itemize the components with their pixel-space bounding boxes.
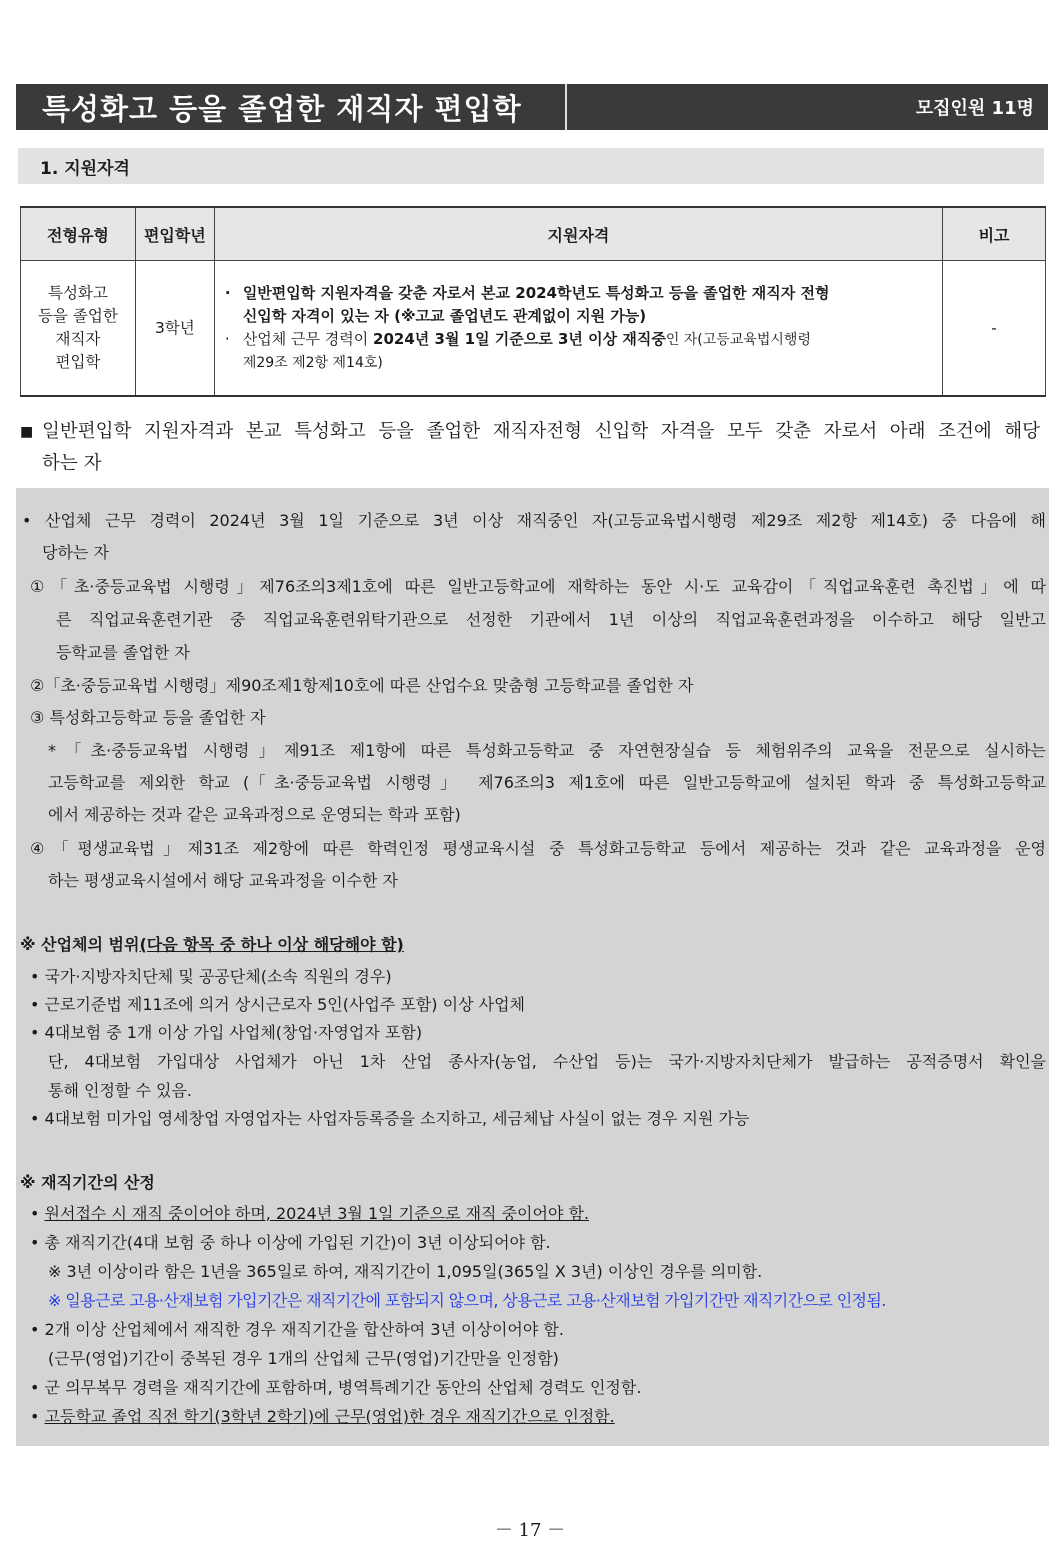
page-number: － 17 － xyxy=(494,1520,566,1541)
industry-scope-item-2: • 근로기준법 제11조에 의거 상시근로자 5인(사업주 포함) 이상 사업체 xyxy=(30,995,526,1014)
col-header-qualification: 지원자격 xyxy=(214,207,942,261)
employment-period-title: ※ 재직기간의 산정 xyxy=(20,1173,155,1192)
condition-3-note-line2: 고등학교를 제외한 학교 (「초·중등교육법 시행령」 제76조의3 제1호에 따른 일반고등학교에 설치된 학과 중 특성화고등학교 xyxy=(48,773,1046,792)
condition-main-line1: • 산업체 근무 경력이 2024년 3월 1일 기준으로 3년 이상 재직중인 자(고등교육법시행령 제29조 제2항 제14호) 중 다음에 해 xyxy=(22,511,1046,530)
cell-type: 특성화고 등을 졸업한 재직자 편입학 xyxy=(21,261,136,397)
col-header-type: 전형유형 xyxy=(21,207,136,261)
period-item-3: • 2개 이상 산업체에서 재직한 경우 재직기간을 합산하여 3년 이상이어야 함. xyxy=(30,1320,564,1339)
page-title: 특성화고 등을 졸업한 재직자 편입학 xyxy=(42,91,522,126)
quota-label: 모집인원 11명 xyxy=(915,98,1034,119)
page-header-bar xyxy=(16,84,1048,130)
period-item-2: • 총 재직기간(4대 보험 중 하나 이상에 가입된 기간)이 3년 이상되어야 함. xyxy=(30,1233,551,1252)
industry-scope-item-1: • 국가·지방자치단체 및 공공단체(소속 직원의 경우) xyxy=(30,967,392,986)
col-header-note: 비고 xyxy=(943,207,1046,261)
condition-3-note-line3: 에서 제공하는 것과 같은 교육과정으로 운영되는 학과 포함) xyxy=(48,805,461,824)
condition-2: ②「초·중등교육법 시행령」제90조제1항제10호에 따른 산업수요 맞춤형 고등학교를 졸업한 자 xyxy=(30,676,694,695)
period-item-5: • 고등학교 졸업 직전 학기(3학년 2학기)에 근무(영업)한 경우 재직기간으로 인정함. xyxy=(30,1407,615,1426)
period-item-4: • 군 의무복무 경력을 재직기간에 포함하며, 병역특례기간 동안의 산업체 경력도 인정함. xyxy=(30,1378,642,1397)
condition-3-note-line1: *「초·중등교육법 시행령」제91조 제1항에 따른 특성화고등학교 중 자연현장실습 등 체험위주의 교육을 전문으로 실시하는 xyxy=(48,741,1046,760)
cell-note: - xyxy=(943,261,1046,397)
intro-paragraph: ■ 일반편입학 지원자격과 본교 특성화고 등을 졸업한 재직자전형 신입학 자격을 모두 갖춘 자로서 아래 조건에 해당 하는 자 xyxy=(20,416,1040,480)
condition-4-line1: ④「평생교육법」제31조 제2항에 따른 학력인정 평생교육시설 중 특성화고등학교 등에서 제공하는 것과 같은 교육과정을 운영 xyxy=(30,839,1046,858)
qualification-item-1: · 일반편입학 지원자격을 갖춘 자로서 본교 2024학년도 특성화고 등을 졸업한 재직자 전형 신입학 자격이 있는 자 (※고교 졸업년도 관계없이 지원 가능) xyxy=(224,283,830,325)
industry-scope-title: ※ 산업체의 범위(다음 항목 중 하나 이상 해당해야 함) xyxy=(20,935,404,954)
period-item-1: • 원서접수 시 재직 중이어야 하며, 2024년 3월 1일 기준으로 재직 중이어야 함. xyxy=(30,1204,590,1223)
table-row xyxy=(21,261,1046,397)
table-header-row xyxy=(21,207,1046,261)
condition-1-line3: 등학교를 졸업한 자 xyxy=(56,643,190,662)
period-item-2-note-2: ※ 일용근로 고용·산재보험 가입기간은 재직기간에 포함되지 않으며, 상용근로 고용·산재보험 가입기간만 재직기간으로 인정됨. xyxy=(48,1291,886,1310)
condition-1-line2: 른 직업교육훈련기관 중 직업교육훈련위탁기관으로 선정한 기관에서 1년 이상의 직업교육훈련과정을 이수하고 해당 일반고 xyxy=(56,610,1046,629)
cell-qualification xyxy=(214,261,942,397)
cell-year: 3학년 xyxy=(135,261,214,397)
condition-3: ③ 특성화고등학교 등을 졸업한 자 xyxy=(30,708,266,727)
condition-4-line2: 하는 평생교육시설에서 해당 교육과정을 이수한 자 xyxy=(48,871,399,890)
period-item-2-note-1: ※ 3년 이상이라 함은 1년을 365일로 하여, 재직기간이 1,095일(365일 X 3년) 이상인 경우를 의미함. xyxy=(48,1262,763,1281)
qualification-table xyxy=(20,206,1046,397)
industry-scope-item-3-note-line2: 통해 인정할 수 있음. xyxy=(48,1081,192,1100)
condition-1-line1: ①「초·중등교육법 시행령」제76조의3제1호에 따른 일반고등학교에 재학하는 동안 시·도 교육감이「직업교육훈련 촉진법」에 따 xyxy=(30,577,1046,596)
qualification-item-2: · 산업체 근무 경력이 2024년 3월 1일 기준으로 3년 이상 재직중인 자(고등교육법시행령 제29조 제2항 제14호) xyxy=(224,329,811,371)
section-heading: 1. 지원자격 xyxy=(18,148,1044,184)
industry-scope-item-3: • 4대보험 중 1개 이상 가입 사업체(창업·자영업자 포함) xyxy=(30,1023,423,1042)
condition-main-line2: 당하는 자 xyxy=(42,543,109,562)
col-header-year: 편입학년 xyxy=(135,207,214,261)
period-item-3-note: (근무(영업)기간이 중복된 경우 1개의 산업체 근무(영업)기간만을 인정함) xyxy=(48,1349,559,1368)
industry-scope-item-4: • 4대보험 미가입 영세창업 자영업자는 사업자등록증을 소지하고, 세금체납 사실이 없는 경우 지원 가능 xyxy=(30,1109,750,1128)
industry-scope-item-3-note-line1: 단, 4대보험 가입대상 사업체가 아닌 1차 산업 종사자(농업, 수산업 등)는 국가·지방자치단체가 발급하는 공적증명서 확인을 xyxy=(48,1052,1046,1071)
square-bullet-icon: ■ xyxy=(20,424,34,440)
